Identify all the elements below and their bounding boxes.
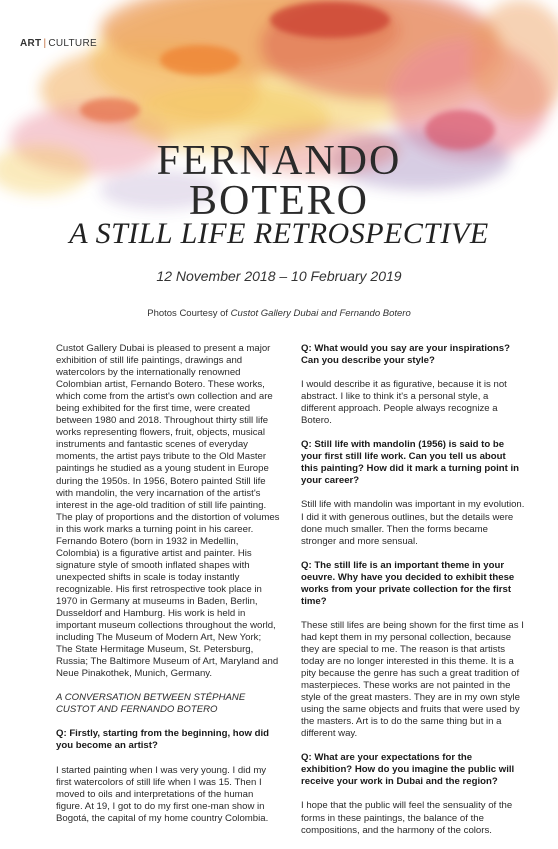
section-primary: ART [20, 38, 42, 49]
credits-prefix: Photos Courtesy of [147, 308, 229, 319]
answer-4: These still lifes are being shown for the first time as I had kept them in my personal collection, because they are special to me. The reason is that artists today are no longer interested in this theme. It is a pity because the genre has such a great tradition of masterpieces. These works are not painted in the style of the great masters. They are in my own style using the same objects and fruits that were used by the masters. Art is to do the same thing but in a different way. [301, 619, 524, 740]
question-3: Q: Still life with mandolin (1956) is said to be your first still life work. Can you tell us about this painting? How did it mark a turning point in your career? [301, 439, 519, 487]
photo-credits [0, 308, 558, 319]
section-separator: | [43, 38, 47, 49]
question-5: Q: What are your expectations for the exhibition? How do you imagine the public will receive your work in Dubai and the region? [301, 752, 515, 788]
title-line-2: BOTERO [189, 178, 369, 224]
exhibition-dates: 12 November 2018 – 10 February 2019 [156, 268, 402, 284]
right-column [301, 343, 525, 849]
title-line-1: FERNANDO [156, 138, 402, 184]
question-4: Q: The still life is an important theme in your oeuvre. Why have you decided to exhibit these works from your private collection for the first time? [301, 559, 515, 607]
conversation-heading: A CONVERSATION BETWEEN STÉPHANE CUSTOT AND FERNANDO BOTERO [56, 692, 246, 716]
answer-2: I would describe it as figurative, because it is not abstract. I like to think it's a personal style, a different approach. People always recognize a Botero. [301, 379, 507, 427]
intro-paragraph: Custot Gallery Dubai is pleased to present a major exhibition of still life paintings, drawings and watercolors by the internationally renowned Colombian artist, Fernando Botero. These works, which come from the artist's own collection and are being exhibited for the first time, were created between 1980 and 2018. Throughout thirty still life works representing flowers, fruit, objects, musical instruments and fantastic scenes of everyday moments, the artist pays tribute to the Old Master paintings he studied as a young student in Europe during the 1950s. In 1956, Botero painted Still life with mandolin, the very incarnation of the artist's interest in the age-old tradition of still life painting. The play of proportions and the distortion of volumes in this work marks a turning point in his career. Fernando Botero (born in 1932 in Medellin, Colombia) is a figurative artist and painter. His signature style of smooth inflated shapes with unexpected shifts in scale is today instantly recognizable. His first retrospective took place in 1970 in Germany at museums in Baden, Berlin, Dusseldorf and Hamburg. His work is held in important museum collections throughout the world, including The Museum of Modern Art, New York; The State Hermitage Museum, St. Petersburg, Russia; The Baltimore Museum of Art, Maryland and Neue Pinakothek, Munich, Germany. [56, 343, 280, 680]
answer-5: I hope that the public will feel the sensuality of the forms in these paintings, the balance of the compositions, and the harmony of the colors. [301, 800, 513, 836]
left-column [56, 343, 280, 837]
credits-source: Custot Gallery Dubai and Fernando Botero [230, 308, 411, 319]
answer-3: Still life with mandolin was important in my evolution. I did it with generous outlines, but the details were done much smaller. Then the forms became stronger and more sensual. [301, 499, 525, 547]
title-subtitle: A STILL LIFE RETROSPECTIVE [69, 217, 489, 250]
question-2: Q: What would you say are your inspirations? Can you describe your style? [301, 343, 510, 367]
section-secondary: CULTURE [48, 38, 97, 49]
section-tag [20, 38, 97, 49]
question-1: Q: Firstly, starting from the beginning, how did you become an artist? [56, 728, 270, 752]
answer-1: I started painting when I was very young. I did my first watercolors of still life when I was 15. Then I moved to oils and interpretations of the human figure. At 19, I got to do my first one-man show in Bogotá, the capital of my home country Colombia. [56, 764, 269, 824]
